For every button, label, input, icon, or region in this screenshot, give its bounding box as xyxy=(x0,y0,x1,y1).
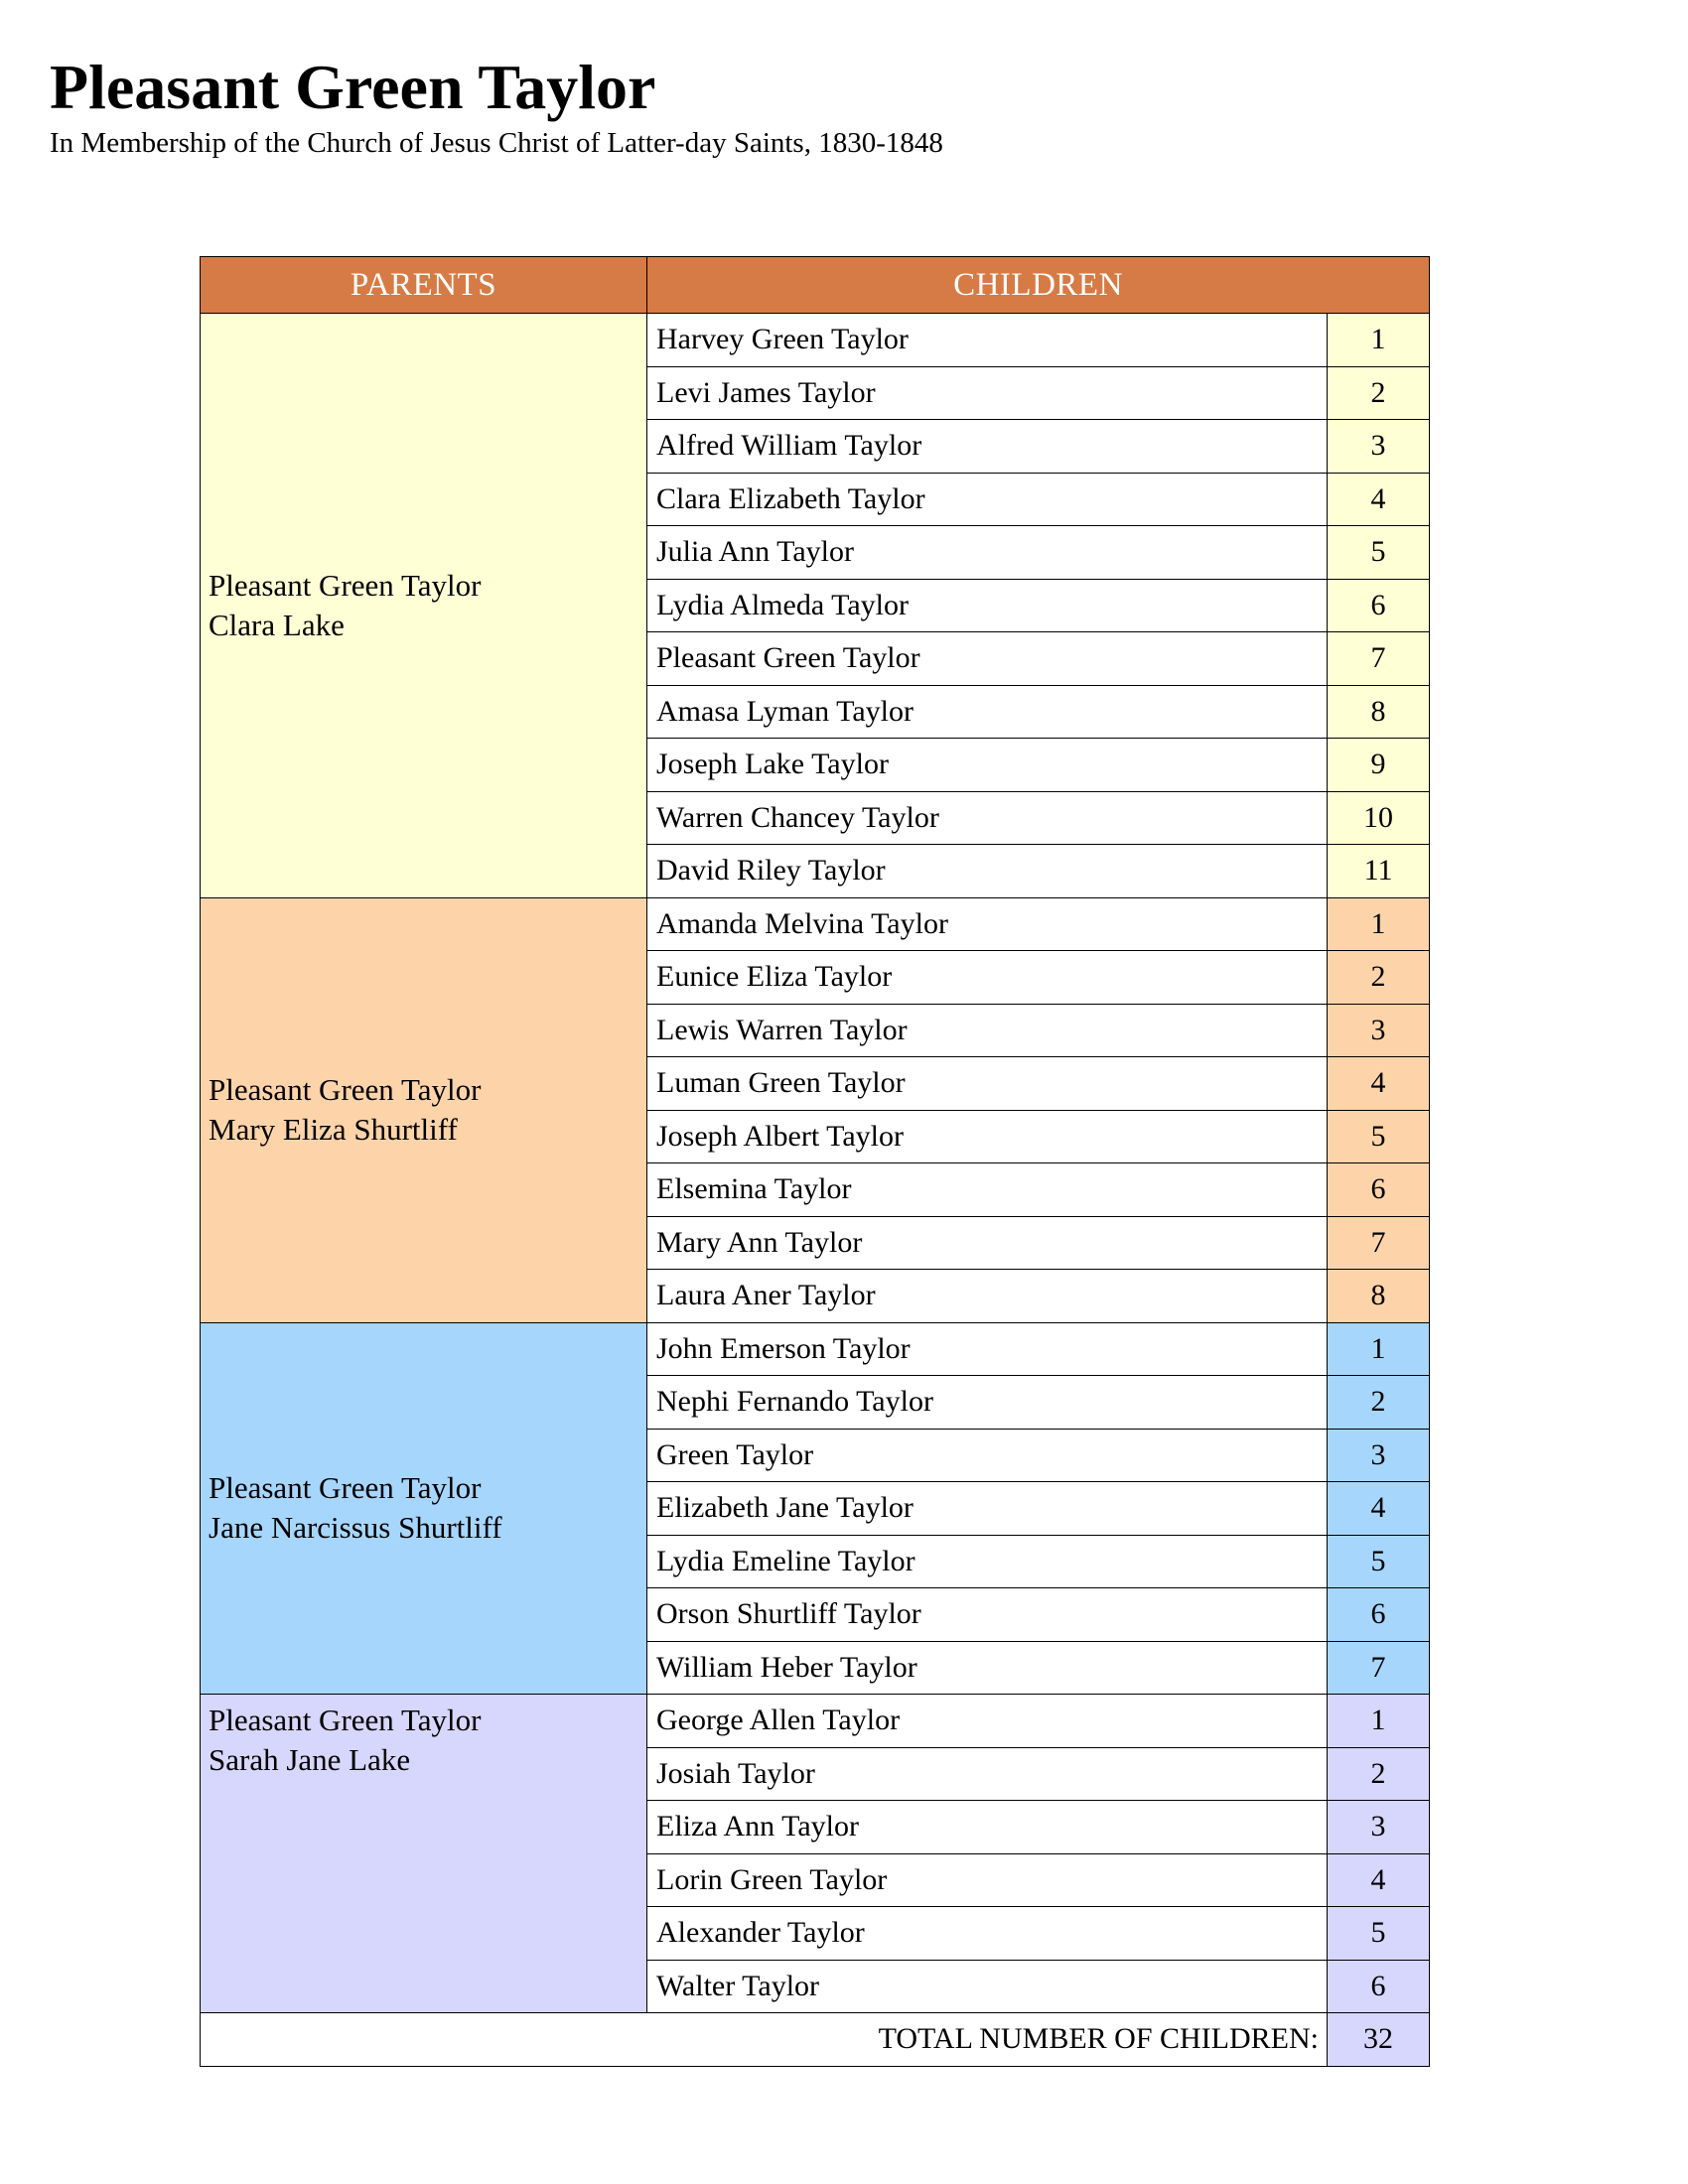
child-number: 4 xyxy=(1328,1482,1430,1536)
father-name: Pleasant Green Taylor xyxy=(209,567,482,603)
child-number: 1 xyxy=(1328,314,1430,367)
child-name: Josiah Taylor xyxy=(647,1747,1328,1801)
child-name: Levi James Taylor xyxy=(647,366,1328,420)
child-number: 8 xyxy=(1328,1270,1430,1323)
father-name: Pleasant Green Taylor xyxy=(209,1470,482,1506)
child-number: 5 xyxy=(1328,1907,1430,1961)
child-name: William Heber Taylor xyxy=(647,1641,1328,1695)
child-number: 5 xyxy=(1328,526,1430,580)
child-number: 7 xyxy=(1328,632,1430,686)
child-name: Nephi Fernando Taylor xyxy=(647,1376,1328,1430)
child-row xyxy=(201,897,1430,951)
child-name: Elsemina Taylor xyxy=(647,1163,1328,1217)
child-name: Eunice Eliza Taylor xyxy=(647,951,1328,1005)
child-number: 7 xyxy=(1328,1216,1430,1270)
child-number: 3 xyxy=(1328,1429,1430,1482)
child-number: 10 xyxy=(1328,791,1430,845)
child-number: 4 xyxy=(1328,473,1430,526)
child-name: Lydia Emeline Taylor xyxy=(647,1535,1328,1588)
child-number: 3 xyxy=(1328,1004,1430,1057)
mother-name: Clara Lake xyxy=(209,607,345,642)
father-name: Pleasant Green Taylor xyxy=(209,1703,482,1737)
child-name: Mary Ann Taylor xyxy=(647,1216,1328,1270)
child-number: 4 xyxy=(1328,1057,1430,1111)
child-number: 2 xyxy=(1328,951,1430,1005)
page-subtitle: In Membership of the Church of Jesus Christ of Latter-day Saints, 1830-1848 xyxy=(50,127,943,159)
child-number: 7 xyxy=(1328,1641,1430,1695)
child-name: John Emerson Taylor xyxy=(647,1322,1328,1376)
child-name: Lorin Green Taylor xyxy=(647,1853,1328,1907)
child-number: 6 xyxy=(1328,1960,1430,2013)
child-number: 2 xyxy=(1328,1747,1430,1801)
child-name: Amanda Melvina Taylor xyxy=(647,897,1328,951)
parents-cell xyxy=(201,1695,647,2013)
parents-cell xyxy=(201,897,647,1322)
child-number: 5 xyxy=(1328,1535,1430,1588)
child-number: 2 xyxy=(1328,1376,1430,1430)
child-name: Joseph Albert Taylor xyxy=(647,1110,1328,1163)
total-label: TOTAL NUMBER OF CHILDREN: xyxy=(201,2013,1328,2067)
mother-name: Sarah Jane Lake xyxy=(209,1742,411,1777)
child-name: Eliza Ann Taylor xyxy=(647,1801,1328,1854)
child-number: 6 xyxy=(1328,1588,1430,1642)
total-row xyxy=(201,2013,1430,2067)
child-number: 1 xyxy=(1328,1695,1430,1748)
child-number: 4 xyxy=(1328,1853,1430,1907)
parents-cell xyxy=(201,314,647,898)
total-value: 32 xyxy=(1328,2013,1430,2067)
child-name: Luman Green Taylor xyxy=(647,1057,1328,1111)
child-name: Clara Elizabeth Taylor xyxy=(647,473,1328,526)
parents-cell xyxy=(201,1322,647,1695)
child-name: Joseph Lake Taylor xyxy=(647,739,1328,792)
mother-name: Jane Narcissus Shurtliff xyxy=(209,1510,502,1546)
child-row xyxy=(201,1322,1430,1376)
parents-header: PARENTS xyxy=(201,257,647,314)
child-name: George Allen Taylor xyxy=(647,1695,1328,1748)
mother-name: Mary Eliza Shurtliff xyxy=(209,1112,458,1147)
child-number: 1 xyxy=(1328,1322,1430,1376)
child-number: 8 xyxy=(1328,685,1430,739)
child-number: 5 xyxy=(1328,1110,1430,1163)
child-number: 6 xyxy=(1328,579,1430,632)
child-name: Elizabeth Jane Taylor xyxy=(647,1482,1328,1536)
page-title: Pleasant Green Taylor xyxy=(50,52,656,122)
child-name: Pleasant Green Taylor xyxy=(647,632,1328,686)
child-name: Amasa Lyman Taylor xyxy=(647,685,1328,739)
child-number: 9 xyxy=(1328,739,1430,792)
child-number: 3 xyxy=(1328,1801,1430,1854)
child-name: Walter Taylor xyxy=(647,1960,1328,2013)
child-number: 3 xyxy=(1328,420,1430,474)
children-header: CHILDREN xyxy=(647,257,1430,314)
child-name: Alfred William Taylor xyxy=(647,420,1328,474)
child-number: 6 xyxy=(1328,1163,1430,1217)
header-row xyxy=(201,257,1430,314)
child-name: Lewis Warren Taylor xyxy=(647,1004,1328,1057)
family-table-body xyxy=(201,314,1430,2067)
child-name: Green Taylor xyxy=(647,1429,1328,1482)
child-name: Lydia Almeda Taylor xyxy=(647,579,1328,632)
father-name: Pleasant Green Taylor xyxy=(209,1072,482,1107)
child-name: Laura Aner Taylor xyxy=(647,1270,1328,1323)
child-row xyxy=(201,1695,1430,1748)
child-number: 11 xyxy=(1328,845,1430,898)
family-table xyxy=(200,256,1430,2067)
child-name: Orson Shurtliff Taylor xyxy=(647,1588,1328,1642)
child-name: Julia Ann Taylor xyxy=(647,526,1328,580)
child-name: Harvey Green Taylor xyxy=(647,314,1328,367)
child-number: 1 xyxy=(1328,897,1430,951)
child-row xyxy=(201,314,1430,367)
child-name: Alexander Taylor xyxy=(647,1907,1328,1961)
child-name: Warren Chancey Taylor xyxy=(647,791,1328,845)
child-number: 2 xyxy=(1328,366,1430,420)
child-name: David Riley Taylor xyxy=(647,845,1328,898)
